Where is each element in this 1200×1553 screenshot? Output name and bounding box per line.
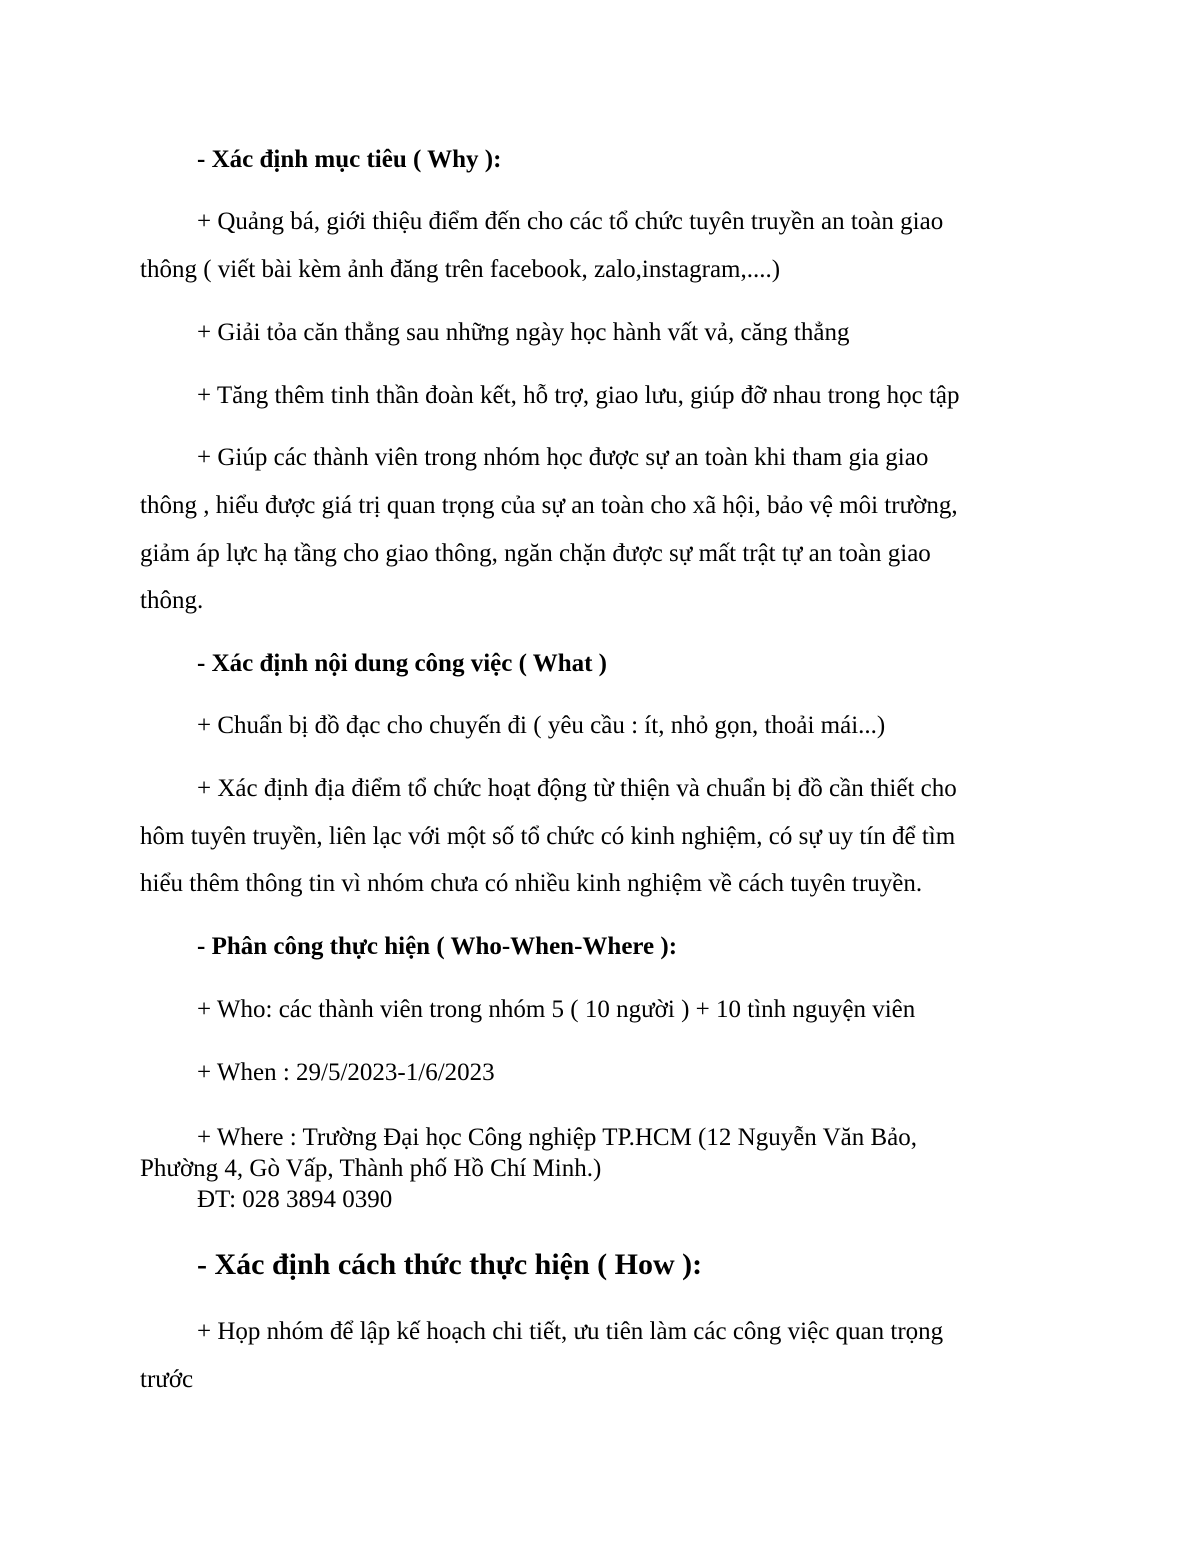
what-heading: - Xác định nội dung công việc ( What ) — [197, 650, 608, 677]
why-heading: - Xác định mục tiêu ( Why ): — [197, 146, 502, 173]
why-item-4-line-1: + Giúp các thành viên trong nhóm học được sự an toàn khi tham gia giao — [197, 444, 929, 471]
when-line: + When : 29/5/2023-1/6/2023 — [197, 1059, 495, 1086]
phone-line: ĐT: 028 3894 0390 — [197, 1186, 393, 1213]
where-line-2: Phường 4, Gò Vấp, Thành phố Hồ Chí Minh.) — [140, 1155, 602, 1182]
how-item-1-line-1: + Họp nhóm để lập kế hoạch chi tiết, ưu tiên làm các công việc quan trọng — [197, 1318, 944, 1345]
who-line: + Who: các thành viên trong nhóm 5 ( 10 người ) + 10 tình nguyện viên — [197, 996, 916, 1023]
what-item-2-line-3: hiểu thêm thông tin vì nhóm chưa có nhiều kinh nghiệm về cách tuyên truyền. — [140, 870, 923, 897]
why-item-1-line-2: thông ( viết bài kèm ảnh đăng trên facebook, zalo,instagram,....) — [140, 256, 781, 283]
how-heading: - Xác định cách thức thực hiện ( How ): — [197, 1248, 703, 1281]
why-item-1-line-1: + Quảng bá, giới thiệu điểm đến cho các tổ chức tuyên truyền an toàn giao — [197, 208, 944, 235]
what-item-1-line-1: + Chuẩn bị đồ đạc cho chuyến đi ( yêu cầu : ít, nhỏ gọn, thoải mái...) — [197, 712, 886, 739]
why-item-3-line-1: + Tăng thêm tinh thần đoàn kết, hỗ trợ, giao lưu, giúp đỡ nhau trong học tập — [197, 382, 960, 409]
where-line-1: + Where : Trường Đại học Công nghiệp TP.HCM (12 Nguyễn Văn Bảo, — [197, 1124, 918, 1151]
why-item-4-line-2: thông , hiểu được giá trị quan trọng của sự an toàn cho xã hội, bảo vệ môi trường, — [140, 492, 958, 519]
what-item-2-line-1: + Xác định địa điểm tổ chức hoạt động từ thiện và chuẩn bị đồ cần thiết cho — [197, 775, 957, 802]
assignment-heading: - Phân công thực hiện ( Who-When-Where ): — [197, 933, 678, 960]
why-item-4-line-3: giảm áp lực hạ tầng cho giao thông, ngăn chặn được sự mất trật tự an toàn giao — [140, 540, 931, 567]
why-item-2-line-1: + Giải tỏa căn thẳng sau những ngày học hành vất vả, căng thẳng — [197, 319, 850, 346]
how-item-1-line-2: trước — [140, 1366, 194, 1393]
why-item-4-line-4: thông. — [140, 587, 204, 614]
what-item-2-line-2: hôm tuyên truyền, liên lạc với một số tổ chức có kinh nghiệm, có sự uy tín để tìm — [140, 823, 956, 850]
